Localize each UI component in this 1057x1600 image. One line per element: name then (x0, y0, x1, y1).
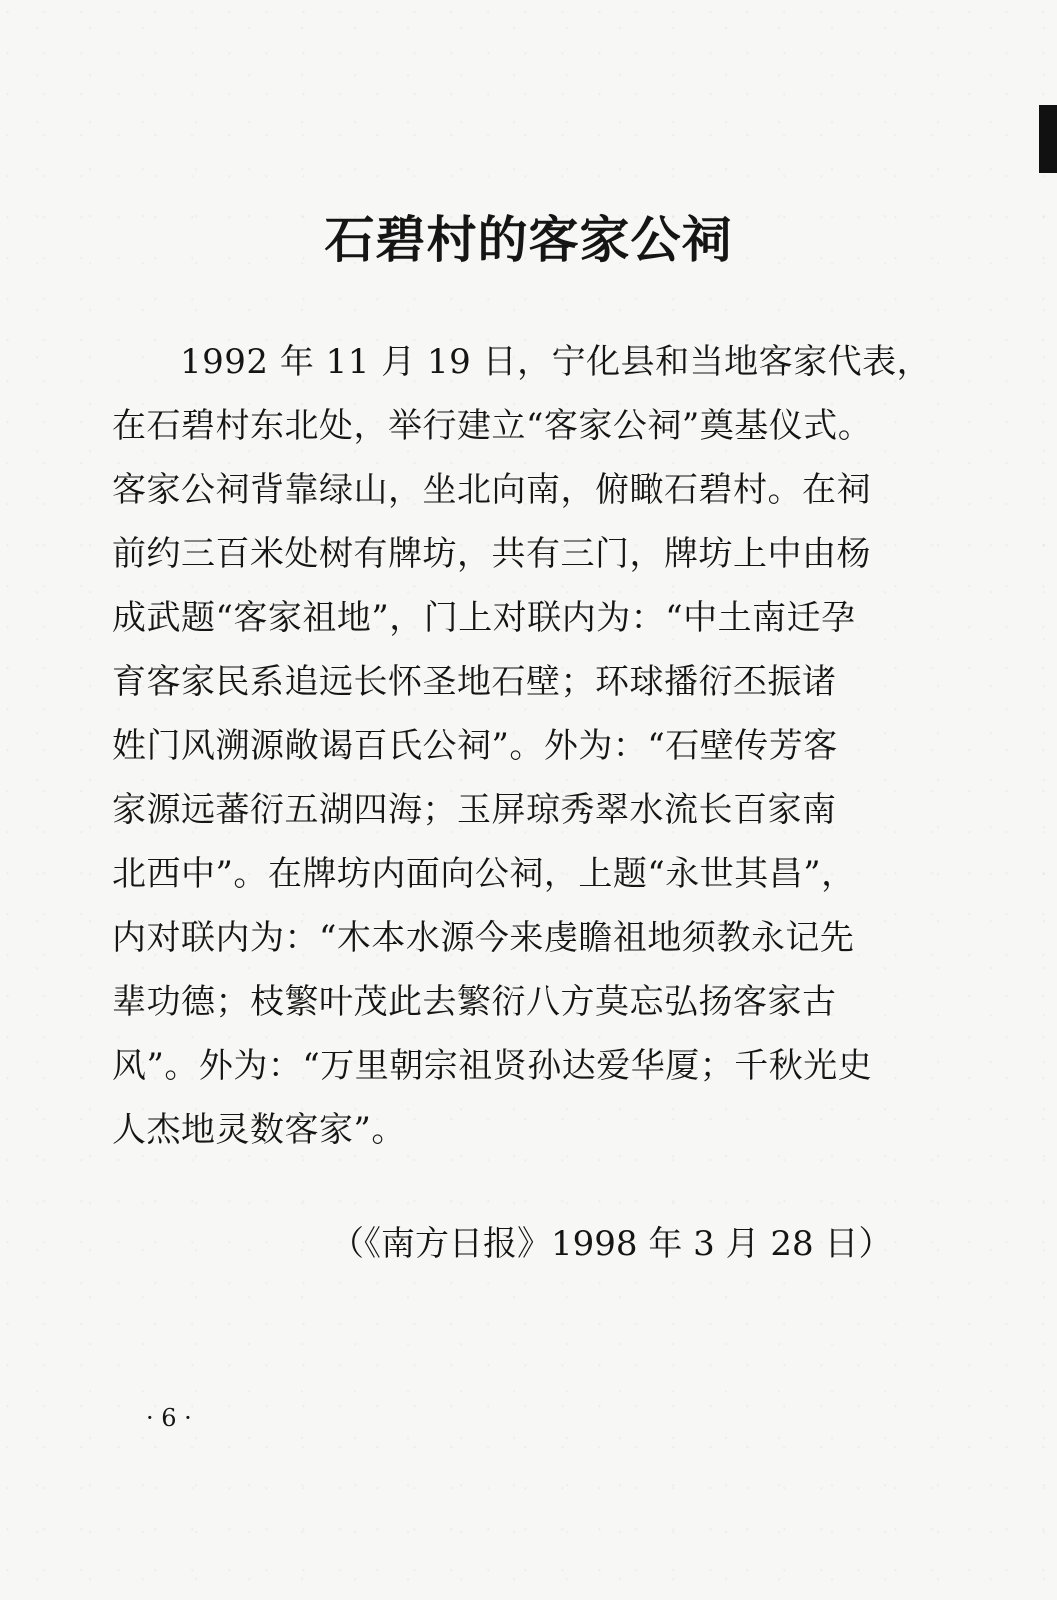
article-title: 石碧村的客家公祠 (324, 210, 733, 269)
article-body (112, 330, 932, 1162)
body-line: 内对联内为：“木本水源今来虔瞻祖地须教永记先 (112, 918, 855, 958)
body-line: 北西中”。在牌坊内面向公祠，上题“永世其昌”， (112, 854, 856, 894)
page-number: · 6 · (146, 1404, 192, 1432)
body-line: 客家公祠背靠绿山，坐北向南，俯瞰石碧村。在祠 (112, 470, 871, 510)
body-line: 前约三百米处树有牌坊，共有三门，牌坊上中由杨 (112, 534, 871, 574)
body-line: 家源远蕃衍五湖四海；玉屏琼秀翠水流长百家南 (112, 790, 837, 830)
body-line: 在石碧村东北处，举行建立“客家公祠”奠基仪式。 (112, 406, 873, 446)
page-edge-mark (1039, 105, 1057, 173)
body-line: 人杰地灵数客家”。 (112, 1110, 406, 1150)
body-line: 成武题“客家祖地”，门上对联内为：“中土南迁孕 (112, 598, 856, 638)
body-line: 姓门风溯源敞谒百氏公祠”。外为：“石壁传芳客 (112, 726, 838, 766)
body-line: 辈功德；枝繁叶茂此去繁衍八方莫忘弘扬客家古 (112, 982, 837, 1022)
article-source: （《南方日报》1998 年 3 月 28 日） (330, 1224, 893, 1264)
body-line: 风”。外为：“万里朝宗祖贤孙达爱华厦；千秋光史 (112, 1046, 873, 1086)
body-line: 1992 年 11 月 19 日，宁化县和当地客家代表， (180, 342, 932, 382)
body-line: 育客家民系追远长怀圣地石壁；环球播衍丕振诸 (112, 662, 837, 702)
